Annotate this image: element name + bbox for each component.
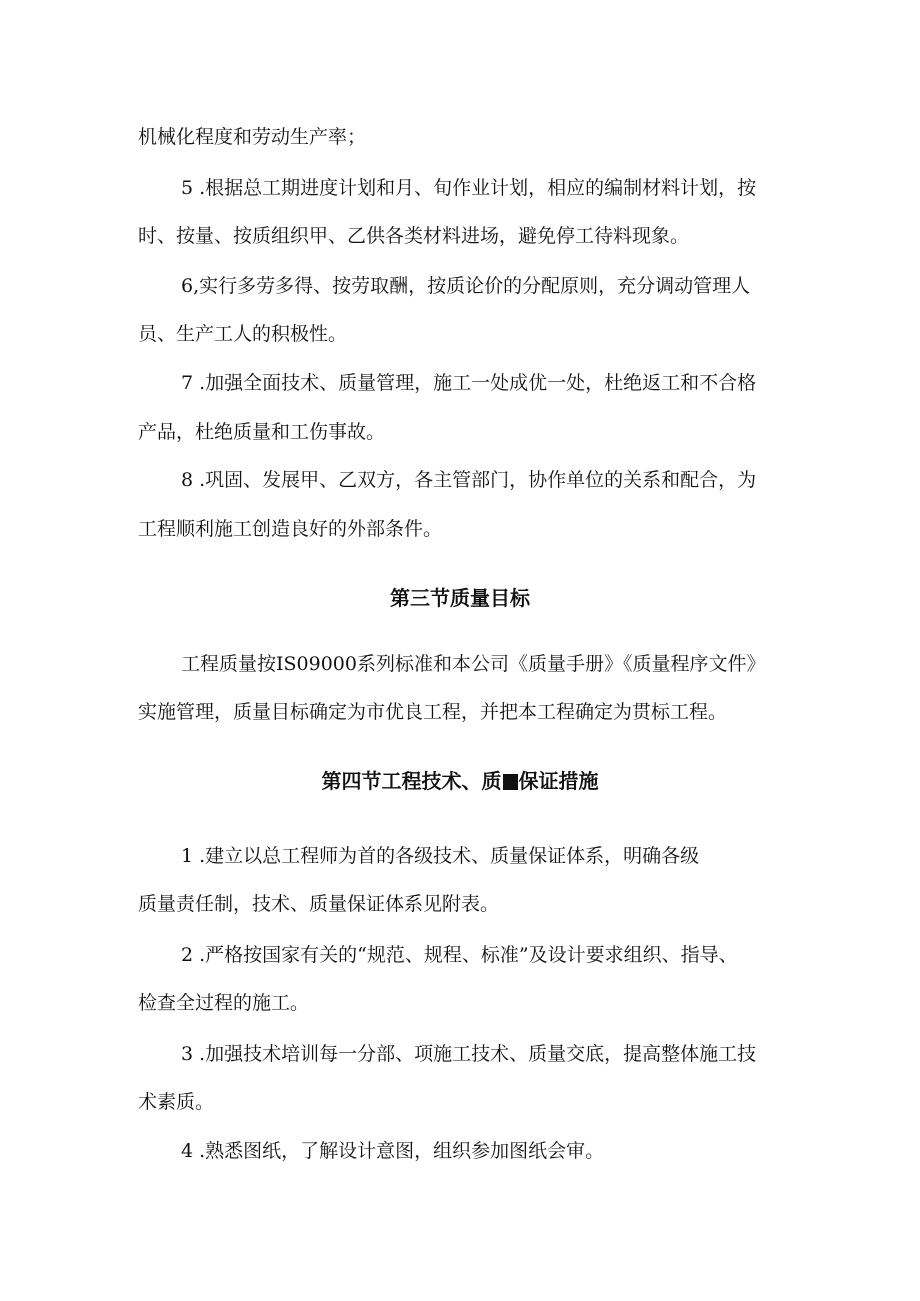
item-6-line-1: 6,实行多劳多得、按劳取酬，按质论价的分配原则，充分调动管理人 (181, 275, 751, 297)
item-5-line-1: 5 .根据总工期进度计划和月、旬作业计划，相应的编制材料计划，按 (181, 177, 757, 199)
item-5-line-2: 时、按量、按质组织甲、乙供各类材料进场，避免停工待料现象。 (138, 225, 690, 247)
item-8-line-2: 工程顺利施工创造良好的外部条件。 (138, 518, 443, 540)
section-4-heading-part-2: 保证措施 (518, 769, 599, 793)
item-8-line-1: 8 .巩固、发展甲、乙双方，各主管部门，协作单位的关系和配合，为 (181, 469, 757, 491)
section-4-heading-part-1: 第四节工程技术、质 (321, 769, 502, 793)
item-7-line-2: 产品，杜绝质量和工伤事故。 (138, 421, 386, 443)
section-3-line-1: 工程质量按IS09000系列标准和本公司《质量手册》《质量程序文件》 (181, 653, 766, 675)
item-6-line-2: 员、生产工人的积极性。 (138, 323, 348, 345)
item-2-line-2: 检查全过程的施工。 (138, 992, 310, 1014)
paragraph-4-continuation: 机械化程度和劳动生产率； (138, 126, 367, 148)
item-4-line-1: 4 .熟悉图纸，了解设计意图，组织参加图纸会审。 (181, 1140, 605, 1162)
item-7-line-1: 7 .加强全面技术、质量管理，施工一处成优一处，杜绝返工和不合格 (181, 372, 757, 394)
item-1-line-2: 质量责任制，技术、质量保证体系见附表。 (138, 893, 500, 915)
item-1-line-1: 1 .建立以总工程师为首的各级技术、质量保证体系，明确各级 (181, 845, 700, 867)
item-2-line-1: 2 .严格按国家有关的“规范、规程、标准”及设计要求组织、指导、 (181, 944, 738, 966)
item-3-line-1: 3 .加强技术培训每一分部、项施工技术、质量交底，提高整体施工技 (181, 1043, 757, 1065)
ink-block-icon (503, 774, 518, 790)
section-3-line-2: 实施管理，质量目标确定为市优良工程，并把本工程确定为贯标工程。 (138, 701, 728, 723)
item-3-line-2: 术素质。 (138, 1091, 215, 1113)
section-3-heading: 第三节质量目标 (390, 586, 530, 610)
section-4-heading (0, 767, 920, 795)
